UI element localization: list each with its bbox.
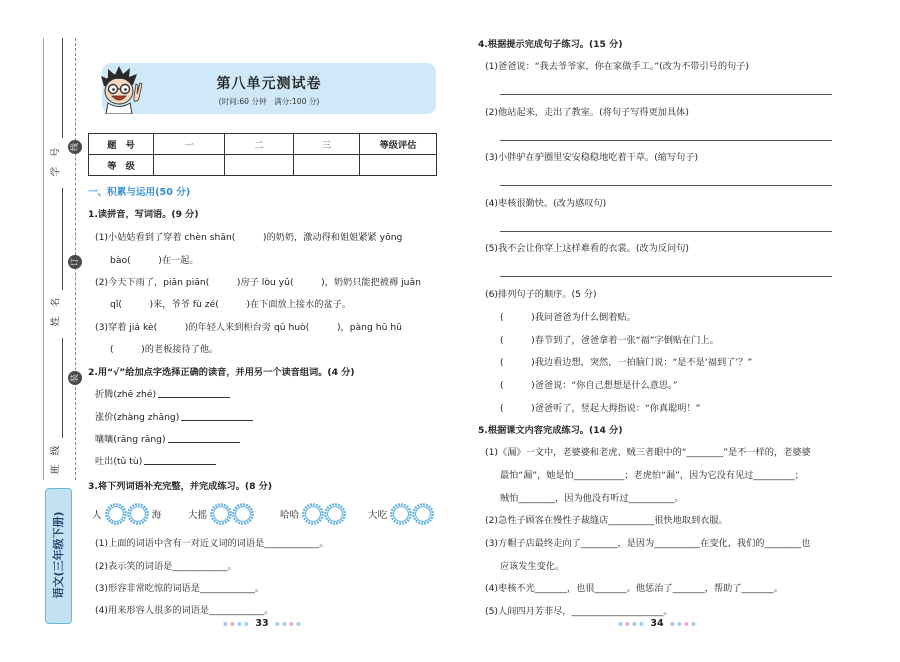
answer-circle bbox=[232, 503, 254, 525]
pronunciation-item bbox=[95, 411, 253, 424]
binding-mark-middle: 订 bbox=[68, 255, 82, 269]
dot-decoration bbox=[290, 622, 294, 626]
order-item: ( )我边看边想，突然，一拍脑门说：“是不是‘福到了’？” bbox=[500, 357, 753, 368]
pronunciation-word: 折腾(zhē zhé) bbox=[95, 389, 157, 400]
question-5-line: 贼怕________，因为他没有听过__________。 bbox=[500, 493, 684, 504]
question-3-item: (3)形容非常吃惊的词语是____________。 bbox=[95, 583, 265, 594]
page-number-text: 33 bbox=[255, 618, 269, 629]
pronunciation-item bbox=[95, 455, 216, 468]
dot-decoration bbox=[678, 622, 682, 626]
question-4-title: 4.根据提示完成句子练习。(15 分) bbox=[478, 39, 623, 50]
question-5-line: (2)急性子顾客在慢性子裁缝店__________很快地取到衣服。 bbox=[485, 515, 728, 526]
question-3-title: 3.将下列词语补充完整，并完成练习。(8 分) bbox=[88, 481, 273, 492]
answer-line bbox=[500, 276, 832, 277]
idiom-fill-2 bbox=[188, 503, 254, 525]
dot-decoration bbox=[632, 622, 636, 626]
binding-mark-top: 线 bbox=[68, 140, 82, 154]
pronunciation-word: 涨价(zhàng zhǎng) bbox=[95, 412, 180, 423]
answer-blank bbox=[181, 411, 253, 421]
answer-circle bbox=[412, 503, 434, 525]
question-4-item: (2)他站起来，走出了教室。(将句子写得更加具体) bbox=[485, 107, 689, 118]
idiom-fill-3 bbox=[280, 503, 346, 525]
question-5-line: 应该发生变化。 bbox=[500, 561, 565, 572]
class-label: 班 级 bbox=[50, 445, 62, 475]
page-number-left bbox=[223, 618, 300, 629]
answer-circle bbox=[105, 503, 127, 525]
dot-decoration bbox=[223, 622, 227, 626]
dot-decoration bbox=[685, 622, 689, 626]
order-item: ( )爸爸说：“你自己想想是什么意思。” bbox=[500, 380, 678, 391]
idiom-prefix: 大摇 bbox=[188, 510, 208, 521]
dot-decoration bbox=[230, 622, 234, 626]
page-title: 第八单元测试卷 bbox=[216, 76, 322, 92]
score-table-col-2: 二 bbox=[225, 134, 294, 155]
dot-decoration bbox=[639, 622, 643, 626]
answer-line bbox=[500, 185, 832, 186]
question-3-item: (4)用来形容人很多的词语是____________。 bbox=[95, 605, 274, 616]
order-item: ( )春节到了，爸爸拿着一张“福”字倒贴在门上。 bbox=[500, 335, 719, 346]
question-5-line: (3)方帽子店最终走向了________，是因为__________在变化，我们的________也 bbox=[485, 538, 811, 549]
score-table-col-3: 三 bbox=[294, 134, 360, 155]
question-5-line: (4)枣核不光_______，也很_______。他惩治了_______，帮助了_______。 bbox=[485, 583, 783, 594]
dot-decoration bbox=[237, 622, 241, 626]
dot-decoration bbox=[692, 622, 696, 626]
dot-decoration bbox=[276, 622, 280, 626]
margin-edge-line bbox=[43, 38, 44, 480]
score-table-question-label: 题 号 bbox=[89, 134, 154, 155]
question-4-item: (5)我不会让你穿上这样难看的衣裳。(改为反问句) bbox=[485, 243, 689, 254]
question-5-line: (1)《漏》一文中，老婆婆和老虎、贼三者眼中的“________”是不一样的，老婆婆 bbox=[485, 447, 811, 458]
question-5-title: 5.根据课文内容完成练习。(14 分) bbox=[478, 425, 623, 436]
answer-line bbox=[500, 140, 832, 141]
question-1-line: qǐ( )来，爷爷 fù zé( )在下面放上接水的盆子。 bbox=[110, 299, 352, 310]
score-table-grade-cell bbox=[360, 155, 437, 176]
answer-circle bbox=[127, 503, 149, 525]
question-1-title: 1.读拼音，写词语。(9 分) bbox=[88, 209, 199, 220]
question-1-line: (3)穿着 jiá kè( )的年轻人来到柜台旁 qǔ huò( )，pàng hū hū bbox=[95, 322, 402, 333]
idiom-prefix: 哈哈 bbox=[280, 510, 300, 521]
answer-circle bbox=[302, 503, 324, 525]
question-1-line: ( )的老板接待了他。 bbox=[110, 344, 219, 355]
time-score-info: (时间:60 分钟 满分:100 分) bbox=[218, 97, 320, 106]
pronunciation-word: 吐出(tǔ tù) bbox=[95, 456, 143, 467]
subject-tab-label: 语文(三年级下册) bbox=[52, 511, 65, 599]
question-2-title: 2.用“√”给加点字选择正确的读音，并用另一个读音组词。(4 分) bbox=[88, 367, 355, 378]
question-4-item: (4)枣核很勤快。(改为感叹句) bbox=[485, 198, 607, 209]
title-banner bbox=[102, 63, 436, 114]
answer-line bbox=[500, 231, 832, 232]
dot-decoration bbox=[625, 622, 629, 626]
page-number-text: 34 bbox=[650, 618, 664, 629]
question-5-line: (5)人间四月芳菲尽，____________________。 bbox=[485, 606, 673, 617]
idiom-suffix: 海 bbox=[151, 510, 162, 521]
student-id-label: 学 号 bbox=[50, 147, 62, 177]
question-1-line: (2)今天下雨了，piān piān( )房子 lòu yǔ( )，奶奶只能把被褥 juǎn bbox=[95, 277, 421, 288]
answer-blank bbox=[168, 433, 240, 443]
score-table bbox=[88, 133, 437, 176]
idiom-prefix: 人 bbox=[92, 510, 102, 521]
pronunciation-word: 嚷嚷(rǎng rāng) bbox=[95, 434, 166, 445]
question-5-line: 最怕“漏”，她是怕___________；老虎怕“漏”，因为它没有见过_________； bbox=[500, 470, 804, 481]
dot-decoration bbox=[618, 622, 622, 626]
answer-blank bbox=[158, 388, 230, 398]
dot-decoration bbox=[244, 622, 248, 626]
answer-circle bbox=[390, 503, 412, 525]
student-id-write-line bbox=[62, 38, 63, 138]
class-write-line bbox=[62, 338, 63, 438]
answer-circle bbox=[210, 503, 232, 525]
dot-decoration bbox=[297, 622, 301, 626]
idiom-fill-4 bbox=[368, 503, 434, 525]
question-1-line: bào( )在一起。 bbox=[110, 255, 199, 266]
question-4-item: (3)小胖驴在驴圈里安安稳稳地吃着干草。(缩写句子) bbox=[485, 152, 699, 163]
score-table-grade-cell bbox=[294, 155, 360, 176]
question-4-sub6-title: (6)排列句子的顺序。(5 分) bbox=[485, 289, 597, 300]
order-item: ( )我问爸爸为什么倒着贴。 bbox=[500, 312, 636, 323]
question-1-line: (1)小姑姑看到了穿着 chèn shān( )的奶奶，激动得和姐姐紧紧 yōng bbox=[95, 232, 403, 243]
cartoon-boy-icon bbox=[96, 64, 146, 114]
answer-blank bbox=[144, 455, 216, 465]
idiom-prefix: 大吃 bbox=[368, 510, 388, 521]
score-table-header-row bbox=[89, 134, 437, 155]
page-number-right bbox=[618, 618, 695, 629]
pronunciation-item bbox=[95, 433, 240, 446]
pronunciation-item bbox=[95, 388, 230, 401]
score-table-grade-label: 等 级 bbox=[89, 155, 154, 176]
answer-line bbox=[500, 94, 832, 95]
question-3-item: (1)上面的词语中含有一对近义词的词语是____________。 bbox=[95, 538, 329, 549]
score-table-grade-cell bbox=[154, 155, 225, 176]
name-write-line bbox=[62, 188, 63, 290]
score-table-grade-row bbox=[89, 155, 437, 176]
binding-mark-bottom: 装 bbox=[68, 371, 82, 385]
score-table-col-1: 一 bbox=[154, 134, 225, 155]
idiom-fill-1 bbox=[92, 503, 161, 525]
dot-decoration bbox=[671, 622, 675, 626]
question-3-item: (2)表示笑的词语是____________。 bbox=[95, 561, 237, 572]
score-table-grade-eval: 等级评估 bbox=[360, 134, 437, 155]
dot-decoration bbox=[283, 622, 287, 626]
question-4-item: (1)爸爸说：“我去爷爷家，你在家做手工。”(改为不带引号的句子) bbox=[485, 61, 749, 72]
name-label: 姓 名 bbox=[50, 297, 62, 327]
section-title: 一、积累与运用(50 分) bbox=[88, 187, 191, 198]
score-table-grade-cell bbox=[225, 155, 294, 176]
answer-circle bbox=[324, 503, 346, 525]
order-item: ( )爸爸听了，竖起大拇指说：“你真聪明！” bbox=[500, 403, 701, 414]
